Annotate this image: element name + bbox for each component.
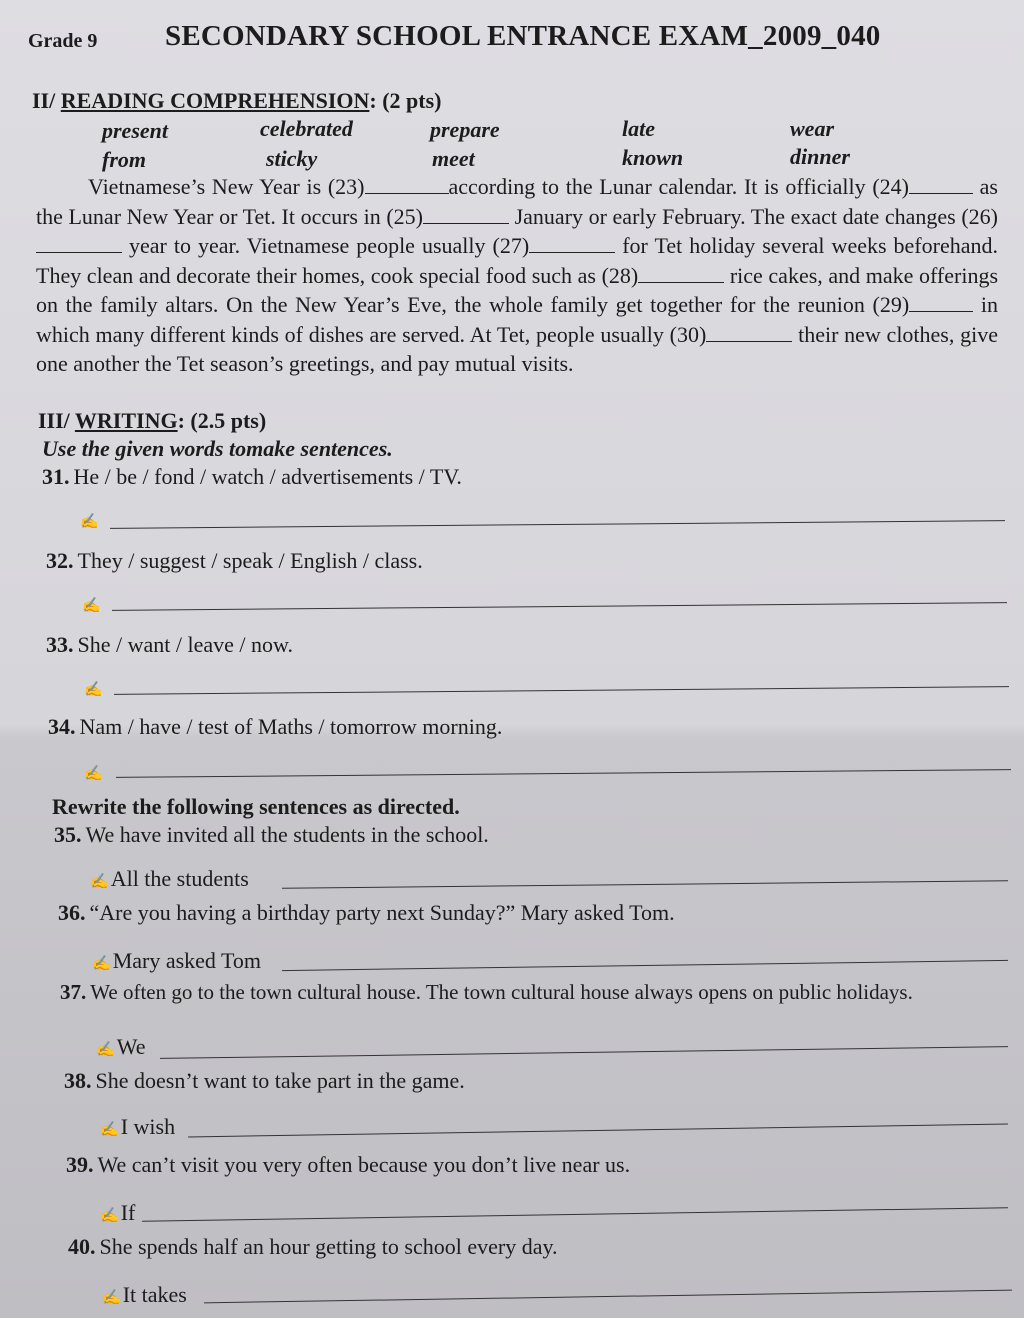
pencil-icon: ✍: [100, 1122, 119, 1138]
question-40: 40. She spends half an hour getting to school every day.: [68, 1234, 558, 1259]
answer-start-38: ✍I wish: [100, 1114, 176, 1139]
blank-23[interactable]: [365, 175, 449, 194]
answer-line-33[interactable]: [114, 686, 1009, 695]
pencil-icon: ✍: [96, 1042, 115, 1058]
word-bank-item: present: [102, 118, 168, 143]
blank-24[interactable]: [909, 175, 973, 194]
reading-heading: II/ READING COMPREHENSION: (2 pts): [32, 88, 442, 113]
answer-line-39[interactable]: [142, 1207, 1008, 1222]
answer-start-37: ✍We: [96, 1034, 146, 1059]
pencil-icon: ✍: [82, 598, 101, 614]
writing-heading: III/ WRITING: (2.5 pts): [38, 408, 267, 433]
word-bank-item: sticky: [266, 146, 318, 171]
reading-passage: Vietnamese’s New Year is (23) according to the Lunar calendar. It is officially (24) as the Lunar New Year or Tet. It occurs in (25) January or early February. The exact date changes (26) year to year. Vietnamese people usually (27) for Tet holiday several weeks beforehand. They clean and decorate their homes, cook special food such as (28) rice cakes, and make offerings on the family altars. On the New Year’s Eve, the whole family get together for the reunion (29) in which many different kinds of dishes are served. At Tet, people usually (30) their new clothes, give one another the Tet season’s greetings, and pay mutual visits.: [36, 174, 999, 376]
answer-start-40: ✍It takes: [102, 1282, 187, 1307]
blank-30[interactable]: [706, 323, 792, 342]
exam-title: SECONDARY SCHOOL ENTRANCE EXAM_2009_040: [165, 20, 881, 52]
question-36: 36. “Are you having a birthday party next Sunday?” Mary asked Tom.: [58, 900, 675, 925]
blank-28[interactable]: [638, 264, 724, 283]
question-34: 34. Nam / have / test of Maths / tomorrow morning.: [48, 714, 503, 739]
blank-25[interactable]: [423, 205, 509, 224]
question-39: 39. We can’t visit you very often because you don’t live near us.: [66, 1152, 631, 1177]
word-bank-item: dinner: [790, 144, 850, 169]
answer-line-32[interactable]: [112, 602, 1007, 611]
instruction-rewrite: Rewrite the following sentences as directed.: [52, 794, 460, 819]
question-37: 37. We often go to the town cultural house. The town cultural house always opens on public holidays.: [60, 980, 913, 1004]
word-bank-item: late: [622, 116, 655, 141]
word-bank-item: celebrated: [260, 116, 353, 141]
blank-29[interactable]: [909, 293, 973, 312]
word-bank-item: from: [102, 147, 146, 172]
answer-start-39: ✍If: [100, 1200, 136, 1225]
answer-line-36[interactable]: [282, 960, 1008, 971]
question-31: 31. He / be / fond / watch / advertisements / TV.: [42, 464, 462, 489]
pencil-icon: ✍: [80, 514, 99, 530]
answer-line-31[interactable]: [110, 520, 1005, 529]
word-bank-item: wear: [790, 116, 834, 141]
pencil-icon: ✍: [84, 682, 103, 698]
instruction-make-sentences: Use the given words tomake sentences.: [42, 436, 393, 461]
question-33: 33. She / want / leave / now.: [46, 632, 293, 657]
blank-26[interactable]: [36, 234, 122, 253]
pencil-icon: ✍: [84, 766, 103, 782]
answer-line-40[interactable]: [204, 1290, 1012, 1304]
pencil-icon: ✍: [100, 1208, 119, 1224]
pencil-icon: ✍: [102, 1290, 121, 1306]
question-32: 32. They / suggest / speak / English / class.: [46, 548, 423, 573]
grade-label: Grade 9: [28, 30, 98, 52]
word-bank-item: known: [622, 145, 684, 170]
pencil-icon: ✍: [92, 956, 111, 972]
blank-27[interactable]: [529, 234, 615, 253]
question-38: 38. She doesn’t want to take part in the game.: [64, 1068, 465, 1093]
word-bank-item: meet: [432, 146, 475, 171]
pencil-icon: ✍: [90, 874, 109, 890]
question-35: 35. We have invited all the students in the school.: [54, 822, 489, 847]
answer-start-35: ✍All the students: [90, 866, 249, 891]
word-bank-item: prepare: [430, 117, 500, 142]
answer-line-34[interactable]: [116, 769, 1011, 778]
answer-start-36: ✍Mary asked Tom: [92, 948, 262, 973]
answer-line-37[interactable]: [160, 1046, 1008, 1059]
answer-line-35[interactable]: [282, 880, 1008, 889]
answer-line-38[interactable]: [188, 1124, 1008, 1138]
